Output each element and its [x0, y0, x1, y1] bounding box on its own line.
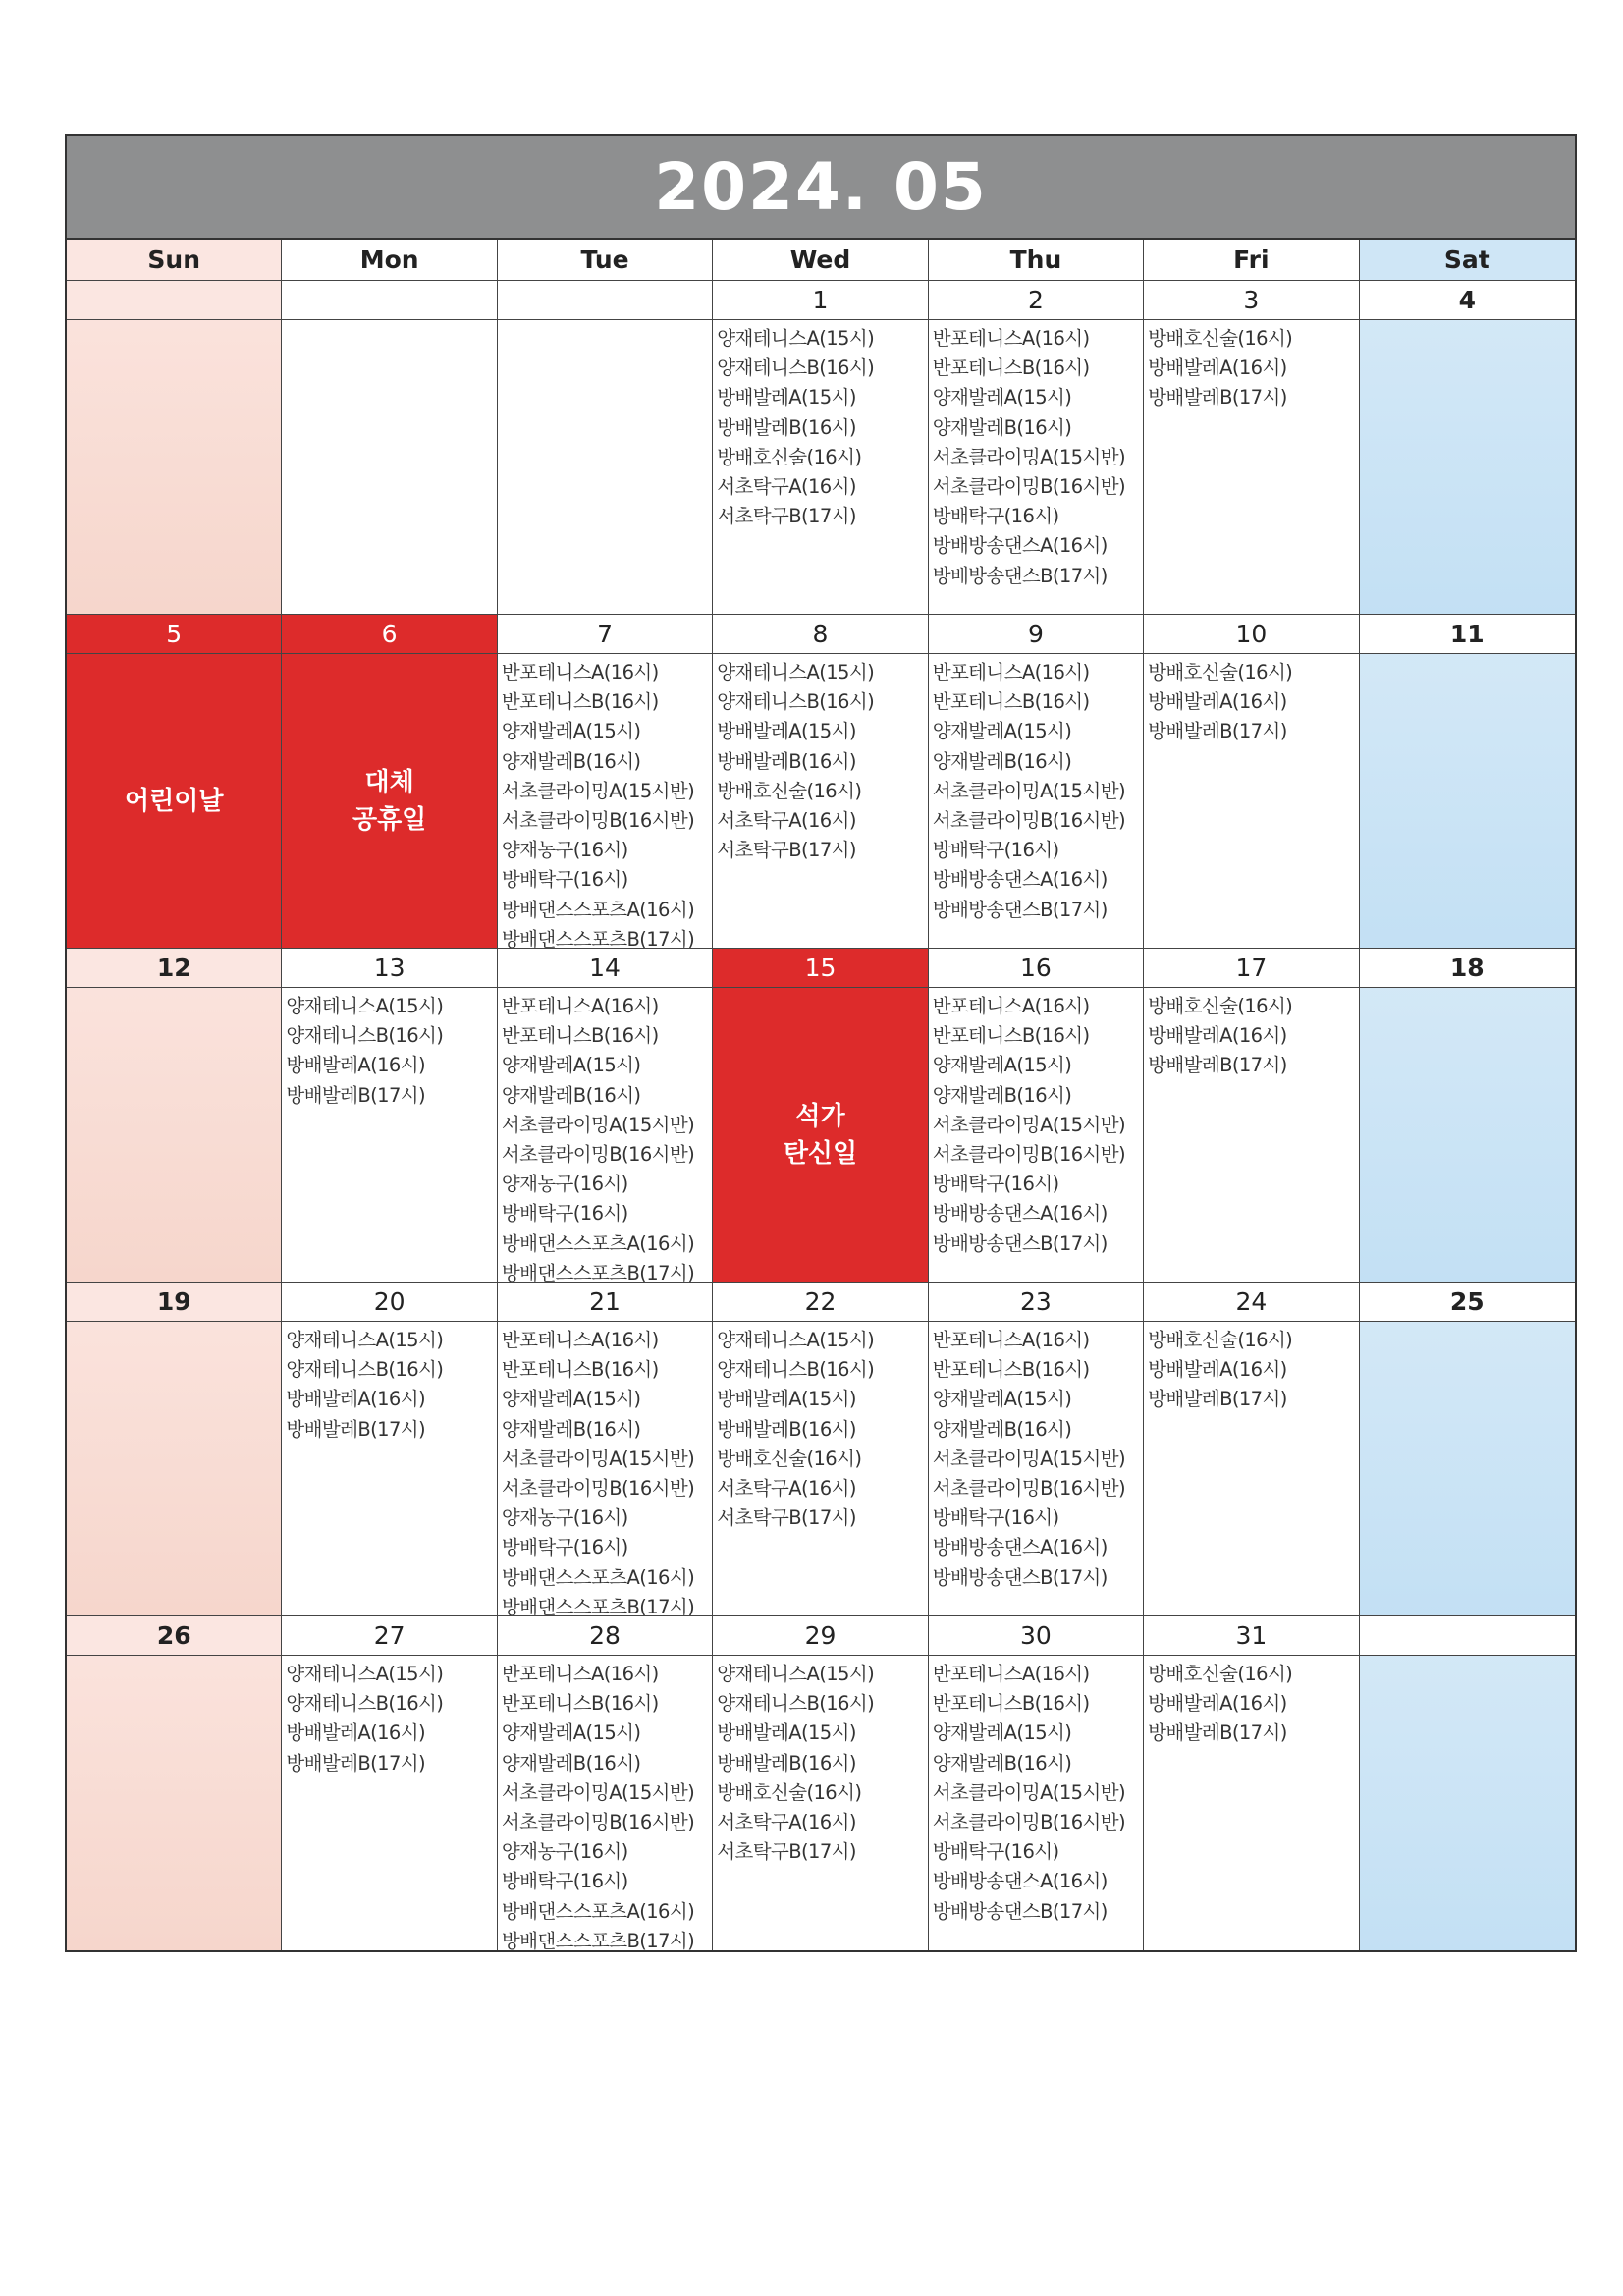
day-cell — [282, 949, 497, 1283]
event-item: 양재테니스A(15시) — [717, 1663, 875, 1685]
day-number: 17 — [1144, 949, 1358, 988]
event-item: 방배탁구(16시) — [932, 1506, 1059, 1530]
calendar-week-row — [67, 615, 1575, 949]
event-item: 양재테니스A(15시) — [286, 1663, 444, 1685]
event-item: 방배댄스스포츠A(16시) — [501, 1565, 695, 1589]
event-item: 양재발레A(15시) — [932, 1388, 1072, 1411]
event-item: 서초클라이밍A(15시반) — [501, 779, 695, 802]
day-cell — [282, 281, 497, 615]
event-item: 양재농구(16시) — [501, 839, 628, 862]
event-item: 양재농구(16시) — [501, 1840, 628, 1864]
event-list — [282, 988, 496, 1111]
event-item: 반포테니스B(16시) — [932, 1692, 1090, 1716]
event-item: 방배탁구(16시) — [932, 505, 1059, 528]
event-item: 방배발레B(16시) — [717, 1417, 856, 1441]
event-item: 방배탁구(16시) — [932, 839, 1059, 862]
event-item: 양재발레B(16시) — [932, 1417, 1072, 1441]
event-item: 양재테니스B(16시) — [717, 690, 875, 714]
event-list — [498, 1322, 712, 1616]
event-item: 반포테니스B(16시) — [501, 1358, 659, 1382]
event-list — [282, 320, 496, 324]
calendar-title: 2024. 05 — [67, 136, 1575, 240]
event-list — [498, 988, 712, 1283]
holiday-label: 대체 공휴일 — [352, 767, 427, 835]
event-list — [1360, 988, 1575, 992]
event-list — [498, 1656, 712, 1950]
day-cell — [929, 1616, 1144, 1950]
event-list — [1144, 1656, 1358, 1749]
day-number: 26 — [67, 1616, 281, 1656]
day-cell — [1144, 281, 1359, 615]
event-list — [67, 1656, 281, 1660]
day-number: 10 — [1144, 615, 1358, 654]
calendar-week-row — [67, 281, 1575, 615]
event-list — [1360, 1322, 1575, 1326]
day-cell — [713, 1616, 928, 1950]
event-item: 방배발레A(16시) — [1148, 1024, 1287, 1048]
event-list — [498, 654, 712, 949]
event-item: 방배방송댄스B(17시) — [932, 898, 1108, 921]
event-item: 반포테니스A(16시) — [501, 1329, 659, 1351]
event-item: 반포테니스A(16시) — [501, 995, 659, 1017]
day-cell — [1144, 1283, 1359, 1616]
day-number: 8 — [713, 615, 927, 654]
event-item: 양재테니스A(15시) — [286, 995, 444, 1017]
day-number: 11 — [1360, 615, 1575, 654]
event-item: 방배호신술(16시) — [717, 1780, 862, 1804]
event-item: 방배발레A(16시) — [1148, 1692, 1287, 1716]
day-number: 19 — [67, 1283, 281, 1322]
event-item: 양재테니스B(16시) — [286, 1358, 444, 1382]
weekday-mon: Mon — [282, 240, 497, 281]
event-item: 방배댄스스포츠B(17시) — [501, 927, 695, 949]
event-item: 방배방송댄스A(16시) — [932, 534, 1108, 558]
day-number: 13 — [282, 949, 496, 988]
event-item: 방배발레B(17시) — [1148, 1722, 1287, 1745]
event-item: 반포테니스B(16시) — [932, 1024, 1090, 1048]
event-list — [67, 320, 281, 324]
day-cell — [929, 1283, 1144, 1616]
event-item: 서초탁구A(16시) — [717, 809, 856, 833]
event-item: 방배댄스스포츠B(17시) — [501, 1261, 695, 1283]
monthly-calendar — [65, 134, 1577, 1952]
event-item: 방배방송댄스B(17시) — [932, 1565, 1108, 1589]
event-item: 서초클라이밍B(16시반) — [932, 1811, 1126, 1834]
event-item: 방배댄스스포츠A(16시) — [501, 1231, 695, 1255]
event-list — [929, 1656, 1143, 1927]
event-item: 방배댄스스포츠B(17시) — [501, 1929, 695, 1950]
day-number: 18 — [1360, 949, 1575, 988]
event-item: 서초클라이밍B(16시반) — [932, 1477, 1126, 1501]
event-item: 방배호신술(16시) — [717, 1447, 862, 1470]
day-number: 31 — [1144, 1616, 1358, 1656]
event-item: 양재발레B(16시) — [932, 1083, 1072, 1107]
event-list — [713, 1656, 927, 1867]
event-item: 방배발레B(17시) — [1148, 386, 1287, 410]
holiday-label: 석가 탄신일 — [783, 1101, 858, 1169]
event-item: 방배발레A(16시) — [286, 1054, 425, 1077]
event-item: 양재발레A(15시) — [932, 720, 1072, 743]
event-item: 양재발레A(15시) — [501, 1388, 641, 1411]
event-item: 양재발레B(16시) — [501, 1751, 641, 1775]
event-item: 반포테니스A(16시) — [501, 1663, 659, 1685]
event-item: 반포테니스B(16시) — [501, 1024, 659, 1048]
day-cell — [1144, 615, 1359, 949]
day-number: 2 — [929, 281, 1143, 320]
day-number: 21 — [498, 1283, 712, 1322]
event-item: 양재발레B(16시) — [501, 1417, 641, 1441]
event-item: 서초클라이밍A(15시반) — [932, 1113, 1125, 1136]
event-item: 방배발레A(16시) — [1148, 1358, 1287, 1382]
event-item: 반포테니스A(16시) — [932, 327, 1090, 350]
event-item: 양재농구(16시) — [501, 1506, 628, 1530]
event-item: 방배방송댄스A(16시) — [932, 868, 1108, 892]
event-item: 반포테니스A(16시) — [932, 1329, 1090, 1351]
calendar-week-row — [67, 949, 1575, 1283]
event-item: 서초클라이밍B(16시반) — [501, 1811, 695, 1834]
event-item: 서초탁구B(17시) — [717, 505, 856, 528]
day-number: 1 — [713, 281, 927, 320]
event-item: 방배발레B(17시) — [1148, 720, 1287, 743]
event-item: 방배발레B(17시) — [286, 1417, 426, 1441]
event-item: 방배호신술(16시) — [1148, 327, 1293, 350]
event-item: 방배방송댄스B(17시) — [932, 564, 1108, 587]
day-number: 29 — [713, 1616, 927, 1656]
event-item: 방배호신술(16시) — [717, 779, 862, 802]
event-item: 양재발레A(15시) — [932, 1054, 1072, 1077]
day-cell — [1360, 615, 1575, 949]
event-item: 방배방송댄스A(16시) — [932, 1870, 1108, 1893]
event-list — [929, 654, 1143, 925]
event-item: 반포테니스B(16시) — [932, 356, 1090, 380]
event-item: 방배댄스스포츠A(16시) — [501, 898, 695, 921]
day-cell — [498, 281, 713, 615]
day-cell — [713, 281, 928, 615]
event-item: 방배발레A(15시) — [717, 1722, 856, 1745]
event-list — [713, 320, 927, 531]
day-number: 14 — [498, 949, 712, 988]
event-item: 양재테니스A(15시) — [717, 1329, 875, 1351]
day-number — [67, 281, 281, 320]
event-item: 방배방송댄스B(17시) — [932, 1899, 1108, 1923]
event-list — [1360, 320, 1575, 324]
event-item: 서초클라이밍B(16시반) — [932, 809, 1126, 833]
day-number: 12 — [67, 949, 281, 988]
day-number: 20 — [282, 1283, 496, 1322]
event-item: 방배방송댄스B(17시) — [932, 1231, 1108, 1255]
event-item: 방배발레B(17시) — [286, 1083, 426, 1107]
event-item: 서초탁구A(16시) — [717, 1811, 856, 1834]
event-item: 서초탁구B(17시) — [717, 839, 856, 862]
event-list — [929, 988, 1143, 1259]
event-item: 서초클라이밍B(16시반) — [501, 809, 695, 833]
day-number: 9 — [929, 615, 1143, 654]
event-item: 서초클라이밍B(16시반) — [932, 475, 1126, 499]
event-item: 방배발레B(17시) — [286, 1751, 426, 1775]
event-item: 서초클라이밍A(15시반) — [501, 1780, 695, 1804]
weekday-wed: Wed — [713, 240, 928, 281]
event-item: 반포테니스B(16시) — [501, 690, 659, 714]
event-list — [713, 654, 927, 865]
event-item: 양재테니스A(15시) — [717, 327, 875, 350]
event-item: 방배호신술(16시) — [717, 445, 862, 468]
day-cell — [1144, 1616, 1359, 1950]
day-cell — [929, 949, 1144, 1283]
event-item: 방배발레A(16시) — [286, 1722, 425, 1745]
weekday-sun: Sun — [67, 240, 282, 281]
event-list — [1144, 1322, 1358, 1415]
day-cell — [1144, 949, 1359, 1283]
event-item: 서초클라이밍A(15시반) — [932, 1780, 1125, 1804]
event-item: 방배탁구(16시) — [501, 868, 628, 892]
calendar-week-row — [67, 1616, 1575, 1950]
calendar-weeks — [67, 281, 1575, 1950]
day-cell — [929, 281, 1144, 615]
event-item: 양재테니스B(16시) — [286, 1692, 444, 1716]
day-cell — [67, 1283, 282, 1616]
day-cell — [498, 615, 713, 949]
event-list — [1144, 320, 1358, 413]
day-cell — [1360, 281, 1575, 615]
event-item: 양재발레B(16시) — [932, 415, 1072, 439]
event-item: 서초탁구A(16시) — [717, 1477, 856, 1501]
event-item: 방배탁구(16시) — [501, 1202, 628, 1226]
event-item: 방배발레B(16시) — [717, 415, 856, 439]
day-number: 24 — [1144, 1283, 1358, 1322]
event-item: 방배발레B(16시) — [717, 1751, 856, 1775]
event-item: 양재테니스B(16시) — [717, 1692, 875, 1716]
event-item: 방배호신술(16시) — [1148, 661, 1293, 683]
event-item: 양재발레A(15시) — [501, 720, 641, 743]
event-list — [1144, 988, 1358, 1081]
event-item: 방배방송댄스A(16시) — [932, 1536, 1108, 1559]
event-item: 양재테니스A(15시) — [286, 1329, 444, 1351]
day-number: 16 — [929, 949, 1143, 988]
day-number: 3 — [1144, 281, 1358, 320]
event-item: 양재테니스B(16시) — [717, 1358, 875, 1382]
day-number — [498, 281, 712, 320]
event-item: 방배댄스스포츠B(17시) — [501, 1595, 695, 1616]
event-item: 양재발레A(15시) — [932, 386, 1072, 410]
day-cell — [1360, 1283, 1575, 1616]
event-item: 방배발레B(16시) — [717, 749, 856, 773]
event-item: 서초탁구B(17시) — [717, 1506, 856, 1530]
event-item: 방배탁구(16시) — [501, 1870, 628, 1893]
event-item: 서초클라이밍B(16시반) — [501, 1143, 695, 1167]
event-item: 양재농구(16시) — [501, 1173, 628, 1196]
day-cell — [498, 949, 713, 1283]
event-item: 서초클라이밍A(15시반) — [932, 779, 1125, 802]
event-item: 양재테니스B(16시) — [717, 356, 875, 380]
weekday-header-row — [67, 240, 1575, 281]
weekday-sat: Sat — [1360, 240, 1575, 281]
day-cell — [67, 281, 282, 615]
event-item: 양재발레B(16시) — [501, 1083, 641, 1107]
event-item: 양재발레A(15시) — [932, 1722, 1072, 1745]
event-item: 반포테니스A(16시) — [932, 995, 1090, 1017]
event-item: 반포테니스A(16시) — [501, 661, 659, 683]
event-item: 방배발레B(17시) — [1148, 1054, 1287, 1077]
event-item: 방배발레A(16시) — [286, 1388, 425, 1411]
day-cell — [282, 1616, 497, 1950]
day-number — [282, 281, 496, 320]
event-item: 방배방송댄스A(16시) — [932, 1202, 1108, 1226]
day-cell — [67, 1616, 282, 1950]
event-item: 양재발레B(16시) — [932, 749, 1072, 773]
event-list — [67, 1322, 281, 1326]
event-item: 방배호신술(16시) — [1148, 1329, 1293, 1351]
event-list — [498, 320, 712, 324]
event-item: 서초클라이밍A(15시반) — [501, 1447, 695, 1470]
weekday-thu: Thu — [929, 240, 1144, 281]
event-item: 서초탁구A(16시) — [717, 475, 856, 499]
event-item: 서초클라이밍A(15시반) — [932, 1447, 1125, 1470]
day-cell-holiday — [67, 615, 282, 949]
weekday-fri: Fri — [1144, 240, 1359, 281]
event-item: 방배발레A(16시) — [1148, 690, 1287, 714]
calendar-week-row — [67, 1283, 1575, 1616]
event-list — [282, 1322, 496, 1445]
day-number — [1360, 1616, 1575, 1656]
day-cell — [67, 949, 282, 1283]
day-cell — [929, 615, 1144, 949]
event-item: 서초탁구B(17시) — [717, 1840, 856, 1864]
event-item: 양재발레A(15시) — [501, 1054, 641, 1077]
day-number: 15 — [713, 949, 927, 988]
event-list — [282, 1656, 496, 1778]
event-list — [1360, 1656, 1575, 1660]
event-item: 방배호신술(16시) — [1148, 1663, 1293, 1685]
event-list — [713, 1322, 927, 1533]
event-list — [1144, 654, 1358, 747]
day-cell — [498, 1616, 713, 1950]
day-number: 4 — [1360, 281, 1575, 320]
holiday-label: 어린이날 — [124, 786, 224, 816]
day-number: 6 — [282, 615, 496, 654]
event-item: 방배발레A(15시) — [717, 386, 856, 410]
day-number: 7 — [498, 615, 712, 654]
event-item: 양재발레B(16시) — [501, 749, 641, 773]
day-number: 27 — [282, 1616, 496, 1656]
event-list — [929, 1322, 1143, 1593]
event-item: 반포테니스B(16시) — [932, 1358, 1090, 1382]
event-item: 방배탁구(16시) — [932, 1173, 1059, 1196]
event-item: 반포테니스B(16시) — [932, 690, 1090, 714]
event-item: 방배발레B(17시) — [1148, 1388, 1287, 1411]
day-number: 23 — [929, 1283, 1143, 1322]
event-item: 서초클라이밍A(15시반) — [932, 445, 1125, 468]
event-item: 방배탁구(16시) — [501, 1536, 628, 1559]
event-item: 방배발레A(15시) — [717, 720, 856, 743]
day-cell — [282, 1283, 497, 1616]
event-list — [929, 320, 1143, 591]
day-cell — [713, 615, 928, 949]
event-item: 양재테니스B(16시) — [286, 1024, 444, 1048]
day-cell — [1360, 949, 1575, 1283]
day-number: 22 — [713, 1283, 927, 1322]
event-item: 방배발레A(16시) — [1148, 356, 1287, 380]
day-cell — [498, 1283, 713, 1616]
event-item: 반포테니스B(16시) — [501, 1692, 659, 1716]
event-item: 반포테니스A(16시) — [932, 1663, 1090, 1685]
day-number: 25 — [1360, 1283, 1575, 1322]
day-number: 5 — [67, 615, 281, 654]
event-item: 방배발레A(15시) — [717, 1388, 856, 1411]
day-number: 30 — [929, 1616, 1143, 1656]
weekday-tue: Tue — [498, 240, 713, 281]
event-item: 서초클라이밍B(16시반) — [501, 1477, 695, 1501]
event-item: 서초클라이밍B(16시반) — [932, 1143, 1126, 1167]
event-item: 방배댄스스포츠A(16시) — [501, 1899, 695, 1923]
event-item: 양재테니스A(15시) — [717, 661, 875, 683]
day-cell-holiday — [282, 615, 497, 949]
event-list — [1360, 654, 1575, 658]
day-cell — [713, 1283, 928, 1616]
event-item: 방배탁구(16시) — [932, 1840, 1059, 1864]
day-cell-holiday — [713, 949, 928, 1283]
event-item: 방배호신술(16시) — [1148, 995, 1293, 1017]
event-item: 양재발레A(15시) — [501, 1722, 641, 1745]
day-number: 28 — [498, 1616, 712, 1656]
event-item: 양재발레B(16시) — [932, 1751, 1072, 1775]
event-item: 반포테니스A(16시) — [932, 661, 1090, 683]
event-list — [67, 988, 281, 992]
day-cell — [1360, 1616, 1575, 1950]
event-item: 서초클라이밍A(15시반) — [501, 1113, 695, 1136]
